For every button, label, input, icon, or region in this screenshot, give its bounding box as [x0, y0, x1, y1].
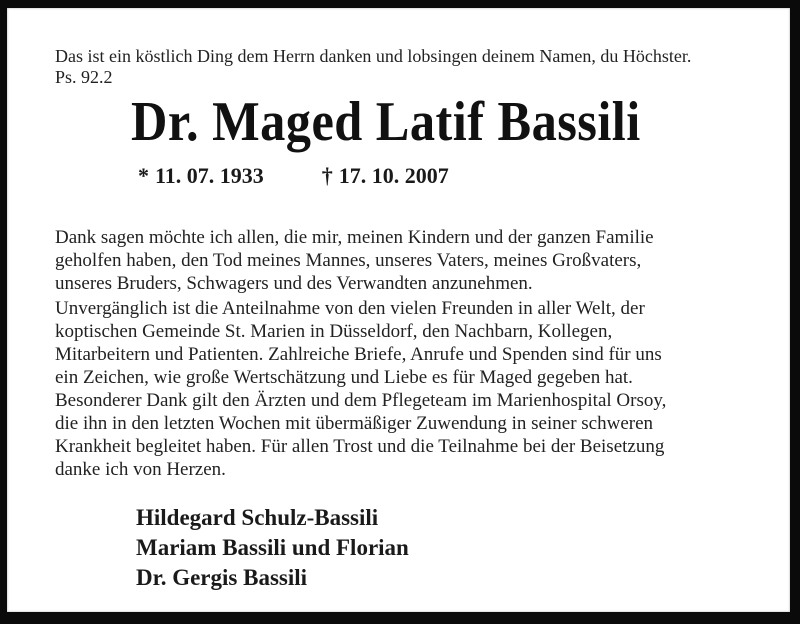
epigraph-text: Das ist ein köstlich Ding dem Herrn danken und lobsingen deinem Namen, du Höchster.	[55, 46, 692, 66]
deceased-name-heading: Dr. Maged Latif Bassili	[131, 91, 641, 153]
life-dates-row	[138, 163, 449, 189]
paragraph-line: Besonderer Dank gilt den Ärzten und dem Pflegeteam im Marienhospital Orsoy,	[55, 390, 667, 411]
mourners-signature-block	[136, 503, 409, 593]
signature-name: Mariam Bassili und Florian	[136, 535, 409, 560]
paragraph-line: Krankheit begleitet haben. Für allen Trost und die Teilnahme bei der Beisetzung	[55, 436, 665, 457]
paragraph-line: koptischen Gemeinde St. Marien in Düsseldorf, den Nachbarn, Kollegen,	[55, 321, 613, 342]
birth-date-group	[138, 163, 264, 188]
paragraph-line: Mitarbeitern und Patienten. Zahlreiche Briefe, Anrufe und Spenden sind für uns	[55, 344, 662, 365]
death-date-group	[322, 163, 449, 188]
paragraph-line: danke ich von Herzen.	[55, 459, 226, 480]
signature-name: Hildegard Schulz-Bassili	[136, 505, 379, 530]
epigraph-block	[55, 46, 691, 88]
paragraph-line: Unvergänglich ist die Anteilnahme von den vielen Freunden in aller Welt, der	[55, 298, 645, 319]
thanks-paragraph-2	[55, 297, 666, 481]
paragraph-line: die ihn in den letzten Wochen mit übermäßiger Zuwendung in seiner schweren	[55, 413, 654, 434]
paragraph-line: ein Zeichen, wie große Wertschätzung und Liebe es für Maged gegeben hat.	[55, 367, 633, 388]
thanks-paragraph-1	[55, 226, 654, 295]
birth-date: 11. 07. 1933	[155, 163, 264, 188]
paragraph-line: unseres Bruders, Schwagers und des Verwandten anzunehmen.	[55, 273, 533, 294]
death-date: 17. 10. 2007	[338, 163, 449, 188]
paragraph-line: Dank sagen möchte ich allen, die mir, meinen Kindern und der ganzen Familie	[55, 227, 654, 248]
signature-name: Dr. Gergis Bassili	[136, 565, 308, 590]
paragraph-line: geholfen haben, den Tod meines Mannes, unseres Vaters, meines Großvaters,	[55, 250, 642, 271]
born-star-symbol: *	[138, 163, 149, 188]
epigraph-source: Ps. 92.2	[55, 67, 113, 87]
death-cross-symbol: †	[321, 163, 333, 188]
